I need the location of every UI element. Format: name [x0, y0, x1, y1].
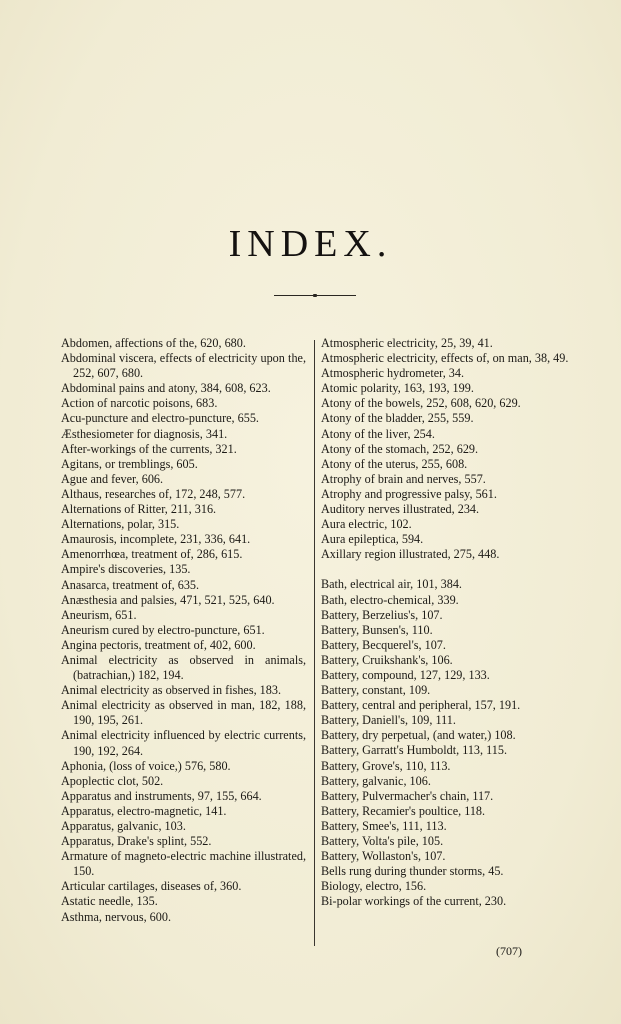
index-entry: Battery, constant, 109.: [321, 683, 431, 698]
index-entry: Battery, galvanic, 106.: [321, 773, 431, 788]
index-entry: Bath, electrical air, 101, 384.: [321, 577, 462, 592]
index-entry: Abdominal viscera, effects of electricity upon the, 252, 607, 680.: [61, 351, 306, 381]
index-entry: Apparatus, electro-magnetic, 141.: [61, 803, 227, 818]
index-entry: Asthma, nervous, 600.: [61, 909, 172, 924]
index-entry: Atmospheric electricity, 25, 39, 41.: [321, 336, 493, 350]
index-entry: Ampire's discoveries, 135.: [61, 562, 191, 577]
index-entry: Armature of magneto-electric machine illustrated, 150.: [61, 849, 306, 879]
index-entry: Axillary region illustrated, 275, 448.: [321, 547, 500, 562]
index-entry: Aphonia, (loss of voice,) 576, 580.: [61, 758, 231, 773]
index-entry: Apparatus and instruments, 97, 155, 664.: [61, 788, 262, 803]
index-entry: Anasarca, treatment of, 635.: [61, 577, 200, 592]
index-entry: Atomic polarity, 163, 193, 199.: [321, 381, 474, 396]
index-entry: Atony of the uterus, 255, 608.: [321, 456, 468, 471]
index-entry: Aura electric, 102.: [321, 517, 412, 532]
index-entry: Atmospheric electricity, effects of, on man, 38, 49.: [321, 351, 569, 366]
index-entry: Bells rung during thunder storms, 45.: [321, 864, 504, 879]
index-entry: Battery, Berzelius's, 107.: [321, 607, 443, 622]
index-entry: Battery, central and peripheral, 157, 191.: [321, 698, 521, 713]
index-entry: Astatic needle, 135.: [61, 894, 158, 909]
index-entry: Battery, Pulvermacher's chain, 117.: [321, 788, 494, 803]
index-entry: Battery, Bunsen's, 110.: [321, 622, 433, 637]
index-entry: Atony of the bowels, 252, 608, 620, 629.: [321, 396, 521, 411]
index-entry: Biology, electro, 156.: [321, 879, 427, 894]
index-entry: Battery, dry perpetual, (and water,) 108.: [321, 728, 516, 743]
index-entry: Alternations of Ritter, 211, 316.: [61, 502, 217, 517]
index-entry: Articular cartilages, diseases of, 360.: [61, 879, 242, 894]
column-divider: [314, 340, 315, 946]
index-entry: Animal electricity as observed in animals, (batrachian,) 182, 194.: [61, 652, 306, 683]
index-entry: Apparatus, galvanic, 103.: [61, 819, 186, 833]
index-entry: Althaus, researches of, 172, 248, 577.: [61, 486, 246, 501]
index-entry: Auditory nerves illustrated, 234.: [321, 502, 480, 517]
index-entry: Aneurism, 651.: [61, 607, 137, 622]
index-entry: Battery, Garratt's Humboldt, 113, 115.: [321, 743, 507, 758]
index-entry: Acu-puncture and electro-puncture, 655.: [61, 411, 259, 426]
index-entry: Apoplectic clot, 502.: [61, 773, 164, 788]
index-entry: Agitans, or tremblings, 605.: [61, 456, 198, 471]
title-rule-ornament: [313, 294, 317, 297]
index-entry: Battery, Recamier's poultice, 118.: [321, 803, 486, 818]
index-entry: Battery, Daniell's, 109, 111.: [321, 713, 456, 728]
index-entry: Battery, Wollaston's, 107.: [321, 849, 446, 864]
index-entry: Abdominal pains and atony, 384, 608, 623.: [61, 381, 271, 396]
index-entry: Atony of the liver, 254.: [321, 426, 435, 441]
index-entry: Æsthesiometer for diagnosis, 341.: [61, 426, 228, 441]
index-entry: Atrophy of brain and nerves, 557.: [321, 471, 486, 486]
index-entry: Amenorrhœa, treatment of, 286, 615.: [61, 547, 243, 562]
section-gap: [321, 562, 569, 577]
index-entry: Bi-polar workings of the current, 230.: [321, 894, 507, 909]
index-entry: Abdomen, affections of the, 620, 680.: [61, 336, 246, 350]
index-entry: Anæsthesia and palsies, 471, 521, 525, 640.: [61, 592, 275, 607]
index-entry: Angina pectoris, treatment of, 402, 600.: [61, 637, 256, 652]
index-entry: Atmospheric hydrometer, 34.: [321, 366, 465, 381]
index-column-left: [61, 336, 306, 925]
index-entry: Battery, compound, 127, 129, 133.: [321, 667, 490, 682]
index-entry: Atony of the bladder, 255, 559.: [321, 411, 474, 426]
index-entry: Atony of the stomach, 252, 629.: [321, 441, 479, 456]
index-entry: Atrophy and progressive palsy, 561.: [321, 486, 497, 501]
index-column-right: [321, 336, 569, 909]
index-entry: Bath, electro-chemical, 339.: [321, 592, 459, 607]
index-entry: Ague and fever, 606.: [61, 471, 164, 486]
index-entry: Animal electricity as observed in fishes, 183.: [61, 683, 281, 698]
index-entry: Aura epileptica, 594.: [321, 532, 424, 547]
index-entry: Battery, Grove's, 110, 113.: [321, 758, 451, 773]
index-entry: Animal electricity influenced by electric currents, 190, 192, 264.: [61, 728, 306, 758]
index-entry: Battery, Volta's pile, 105.: [321, 834, 444, 848]
index-entry: After-workings of the currents, 321.: [61, 441, 237, 456]
index-entry: Battery, Becquerel's, 107.: [321, 637, 446, 652]
index-entry: Action of narcotic poisons, 683.: [61, 396, 218, 411]
index-entry: Aneurism cured by electro-puncture, 651.: [61, 622, 265, 637]
page-number: (707): [496, 944, 522, 958]
index-entry: Battery, Smee's, 111, 113.: [321, 818, 447, 833]
index-entry: Animal electricity as observed in man, 182, 188, 190, 195, 261.: [61, 698, 306, 728]
index-entry: Battery, Cruikshank's, 106.: [321, 652, 453, 667]
index-entry: Alternations, polar, 315.: [61, 517, 180, 532]
index-entry: Apparatus, Drake's splint, 552.: [61, 834, 212, 849]
page-title: INDEX.: [228, 223, 393, 265]
index-entry: Amaurosis, incomplete, 231, 336, 641.: [61, 532, 251, 547]
